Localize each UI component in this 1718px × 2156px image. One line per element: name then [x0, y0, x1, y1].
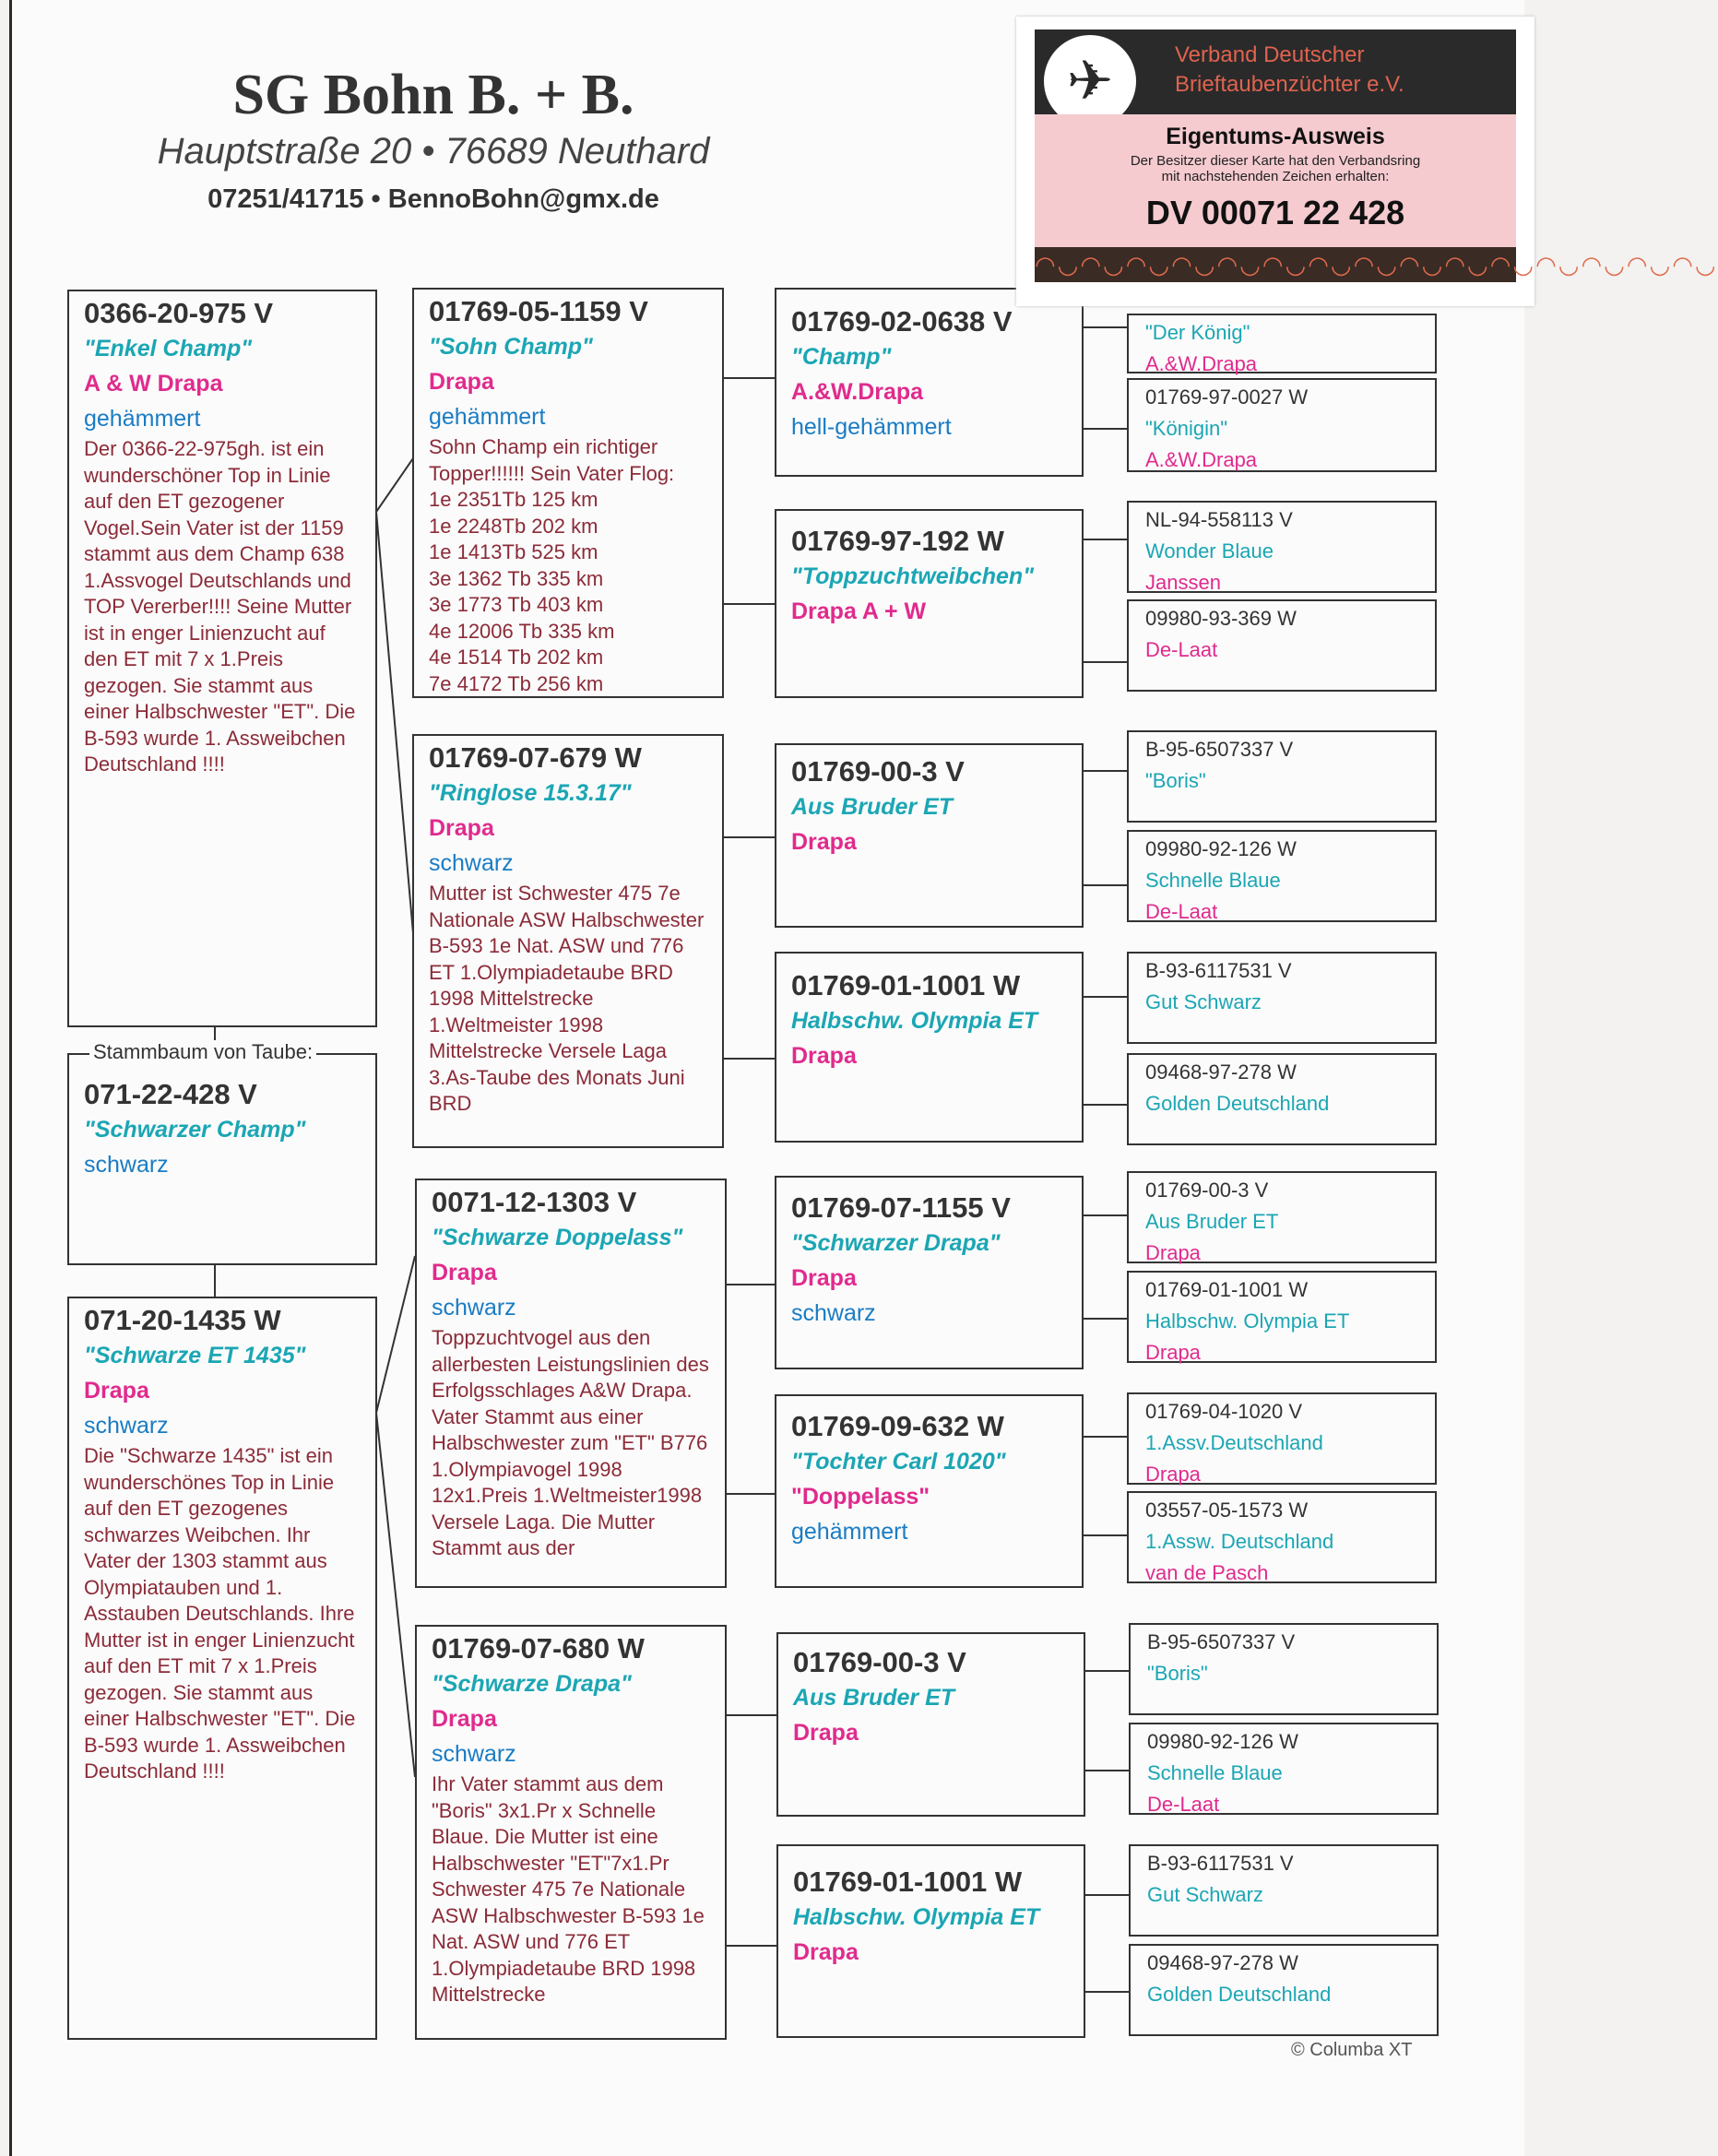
ancestor-strain: A.&W.Drapa — [791, 379, 924, 405]
ancestor-ring: 09980-93-369 W — [1145, 607, 1297, 630]
ancestor-ring: B-95-6507337 V — [1147, 1630, 1296, 1653]
grandparent-color: schwarz — [432, 1741, 516, 1767]
ancestor-strain: Drapa — [791, 829, 857, 855]
ancestor-ring: 01769-00-3 V — [1145, 1179, 1269, 1202]
ancestor-name: "Boris" — [1145, 769, 1206, 792]
ancestor-ring: 09468-97-278 W — [1147, 1951, 1298, 1974]
grandparent-description: Mutter ist Schwester 475 7e Nationale ASW Halbschwester B-593 1e Nat. ASW und 776 ET 1.Olympiadetaube BRD 1998 Mittelstrecke 1.Weltmeister 1998 Mittelstrecke Versele Laga 3.As-Taube des Monats Juni BRD — [429, 882, 705, 1115]
ancestor-name: Halbschw. Olympia ET — [793, 1904, 1040, 1930]
great-grandparent-card — [775, 1176, 1084, 1369]
father-description: Der 0366-22-975gh. ist ein wunderschöner Top in Linie auf den ET gezogener Vogel.Sein Vater ist der 1159 stammt aus dem Champ 638 1.Assvogel Deutschlands und TOP Vererber!!!! Seine Mutter ist in enger Linienzucht auf den ET mit 7 x 1.Preis gezogen. Sie stammt aus einer Halbschwester "ET". Die B-593 wurde 1. Assweibchen Deutschland !!!! — [84, 437, 356, 776]
flight-result: 1e 1413Tb 525 km — [429, 540, 598, 563]
ancestor-card — [1127, 1053, 1437, 1145]
grandparent-description: Sohn Champ ein richtiger Topper!!!!!! Sein Vater Flog: — [429, 435, 675, 485]
ancestor-card — [1127, 1491, 1437, 1583]
great-grandparent-card — [775, 1394, 1084, 1588]
ancestor-card — [1129, 1844, 1439, 1937]
ancestor-ring: NL-94-558113 V — [1145, 508, 1293, 531]
ancestor-name: "Der König" — [1145, 321, 1250, 344]
grandparent-ring: 0071-12-1303 V — [432, 1186, 637, 1218]
ancestor-name: 1.Assv.Deutschland — [1145, 1431, 1323, 1454]
grandparent-ring: 01769-07-680 W — [432, 1632, 645, 1664]
ancestor-ring: 01769-01-1001 W — [1145, 1278, 1309, 1301]
card-title: Eigentums-Ausweis — [1166, 124, 1385, 149]
ancestor-ring: 01769-97-192 W — [791, 525, 1004, 557]
ancestor-card — [1127, 830, 1437, 922]
ancestor-ring: 01769-07-1155 V — [791, 1191, 1011, 1224]
card-subtitle — [1035, 153, 1516, 184]
ancestor-strain: Drapa — [1145, 1241, 1201, 1264]
grandparent-card — [415, 1179, 727, 1588]
grandparent-ring: 01769-05-1159 V — [429, 295, 648, 327]
ancestor-strain: Janssen — [1145, 571, 1221, 594]
father-card — [67, 290, 377, 1027]
breeder-address: Hauptstraße 20 • 76689 Neuthard — [157, 131, 710, 172]
ancestor-name: "Schwarzer Drapa" — [791, 1230, 1001, 1256]
father-ring: 0366-20-975 V — [84, 297, 274, 329]
subject-name: "Schwarzer Champ" — [84, 1117, 306, 1143]
grandparent-name: "Schwarze Doppelass" — [432, 1225, 683, 1250]
mother-ring: 071-20-1435 W — [84, 1304, 281, 1336]
ancestor-name: Aus Bruder ET — [1145, 1210, 1279, 1233]
breeder-name: SG Bohn B. + B. — [232, 64, 634, 126]
ancestor-name: Wonder Blaue — [1145, 539, 1274, 563]
ancestor-card — [1127, 378, 1437, 472]
grandparent-strain: Drapa — [432, 1260, 497, 1285]
great-grandparent-card — [776, 1632, 1085, 1817]
grandparent-card — [412, 734, 724, 1148]
ancestor-strain: Drapa — [1145, 1463, 1201, 1486]
ancestor-ring: 01769-00-3 V — [793, 1646, 966, 1678]
flight-result: 1e 2248Tb 202 km — [429, 514, 598, 538]
ancestor-name: Golden Deutschland — [1145, 1092, 1330, 1115]
ancestor-card — [1127, 730, 1437, 823]
ancestor-ring: 01769-02-0638 V — [791, 305, 1013, 338]
ancestor-name: Aus Bruder ET — [791, 794, 954, 820]
ancestor-name: Gut Schwarz — [1147, 1883, 1263, 1906]
ancestor-ring: 09980-92-126 W — [1145, 837, 1297, 860]
ancestor-name: Halbschw. Olympia ET — [791, 1008, 1038, 1034]
grandparent-color: gehämmert — [429, 404, 546, 430]
ancestor-ring: 01769-00-3 V — [791, 755, 965, 788]
ancestor-ring: 09980-92-126 W — [1147, 1730, 1298, 1753]
grandparent-description: Toppzuchtvogel aus den allerbesten Leistungslinien des Erfolgsschlages A&W Drapa. Vater Stammt aus einer Halbschwester zum "ET" B776 1.Olympiavogel 1998 12x1.Preis 1.Weltmeister1998 Versele Laga. Die Mutter Stammt aus der — [432, 1326, 709, 1559]
card-decor-strip: ◠◡◠◡◠◡◠◡◠◡◠◡◠◡◠◡◠◡◠◡◠◡◠◡◠◡◠◡◠◡ — [1035, 247, 1516, 282]
ancestor-name: Halbschw. Olympia ET — [1145, 1309, 1350, 1333]
pedigree-label: Stammbaum von Taube: — [89, 1040, 316, 1064]
ancestor-name: Gut Schwarz — [1145, 990, 1262, 1013]
flight-result: 4e 12006 Tb 335 km — [429, 619, 615, 643]
mother-card — [67, 1297, 377, 2040]
subject-color: schwarz — [84, 1152, 169, 1178]
card-subtitle-line: mit nachstehenden Zeichen erhalten: — [1161, 169, 1390, 184]
ancestor-ring: 09468-97-278 W — [1145, 1060, 1297, 1084]
grandparent-strain: Drapa — [429, 815, 494, 841]
ancestor-strain: Drapa — [793, 1939, 859, 1965]
ancestor-ring: 01769-04-1020 V — [1145, 1400, 1303, 1423]
great-grandparent-card — [775, 743, 1084, 928]
grandparent-name: "Schwarze Drapa" — [432, 1671, 632, 1697]
ancestor-strain: De-Laat — [1145, 638, 1218, 661]
ancestor-name: Aus Bruder ET — [793, 1685, 955, 1711]
ancestor-strain: A.&W.Drapa — [1145, 448, 1258, 471]
pigeon-icon: ✈ — [1042, 33, 1138, 129]
flight-result: 7e 4172 Tb 256 km — [429, 671, 604, 695]
ancestor-name: "Tochter Carl 1020" — [791, 1449, 1006, 1475]
ancestor-name: "Königin" — [1145, 417, 1228, 440]
ancestor-name: Schnelle Blaue — [1147, 1761, 1283, 1784]
grandparent-color: schwarz — [432, 1295, 516, 1321]
ancestor-card — [1129, 1944, 1439, 2036]
ancestor-ring: B-93-6117531 V — [1147, 1852, 1294, 1875]
ancestor-card — [1129, 1623, 1439, 1715]
grandparent-strain: Drapa — [432, 1706, 497, 1732]
ancestor-name: Golden Deutschland — [1147, 1983, 1332, 2006]
grandparent-color: schwarz — [429, 850, 514, 876]
grandparent-strain: Drapa — [429, 369, 494, 395]
flight-result: 1e 2351Tb 125 km — [429, 488, 598, 511]
flight-result: 3e 1773 Tb 403 km — [429, 593, 604, 616]
ancestor-card — [1127, 599, 1437, 692]
ring-number: DV 00071 22 428 — [1145, 194, 1405, 231]
ancestor-card — [1127, 1392, 1437, 1485]
ancestor-color: schwarz — [791, 1300, 876, 1326]
mother-name: "Schwarze ET 1435" — [84, 1343, 306, 1368]
ancestor-ring: B-93-6117531 V — [1145, 959, 1292, 982]
ancestor-strain: Drapa — [1145, 1341, 1201, 1364]
ancestor-name: "Toppzuchtweibchen" — [791, 563, 1035, 589]
ancestor-name: "Boris" — [1147, 1662, 1208, 1685]
ancestor-name: Schnelle Blaue — [1145, 869, 1281, 892]
ancestor-card — [1127, 1171, 1437, 1263]
ancestor-strain: van de Pasch — [1145, 1561, 1269, 1584]
ancestor-card — [1129, 1723, 1439, 1815]
grandparent-description: Ihr Vater stammt aus dem "Boris" 3x1.Pr x Schnelle Blaue. Die Mutter ist eine Halbschwester "ET"7x1.Pr Schwester 475 7e Nationale ASW Halbschwester B-593 1e Nat. ASW und 776 ET 1.Olympiadetaube BRD 1998 Mittelstrecke — [432, 1772, 705, 2006]
ancestor-name: "Champ" — [791, 344, 892, 370]
card-organization — [1175, 41, 1507, 100]
ancestor-ring: 03557-05-1573 W — [1145, 1499, 1309, 1522]
ancestor-card — [1127, 501, 1437, 593]
org-line: Verband Deutscher — [1175, 42, 1365, 67]
grandparent-name: "Ringlose 15.3.17" — [429, 780, 632, 806]
father-name: "Enkel Champ" — [84, 336, 253, 361]
ancestor-name: 1.Assw. Deutschland — [1145, 1530, 1334, 1553]
ancestor-color: hell-gehämmert — [791, 414, 952, 440]
mother-description: Die "Schwarze 1435" ist ein wunderschönes Top in Linie auf den ET gezogenes schwarzes Weibchen. Ihr Vater der 1303 stammt aus Olympiatauben und 1. Asstauben Deutschlands. Ihre Mutter ist in enger Linienzucht auf den ET mit 7 x 1.Preis gezogen. Sie stammt aus einer Halbschwester "ET". Die B-593 wurde 1. Assweibchen Deutschland !!!! — [84, 1444, 356, 1783]
ancestor-strain: Drapa — [793, 1720, 859, 1746]
father-color: gehämmert — [84, 406, 201, 432]
copyright: © Columba XT — [1291, 2040, 1413, 2060]
org-line: Brieftaubenzüchter e.V. — [1175, 72, 1404, 97]
ancestor-card — [1127, 1271, 1437, 1363]
ancestor-strain: Drapa A + W — [791, 598, 927, 624]
ancestor-strain: De-Laat — [1147, 1793, 1220, 1816]
ancestor-color: gehämmert — [791, 1519, 908, 1545]
ancestor-ring: 01769-09-632 W — [791, 1410, 1004, 1442]
great-grandparent-card — [775, 509, 1084, 698]
ancestor-strain: De-Laat — [1145, 900, 1218, 923]
ancestor-card — [1127, 314, 1437, 373]
mother-strain: Drapa — [84, 1378, 149, 1404]
mother-color: schwarz — [84, 1413, 169, 1439]
ancestor-strain: A.&W.Drapa — [1145, 352, 1258, 375]
ancestor-ring: B-95-6507337 V — [1145, 738, 1294, 761]
great-grandparent-card — [775, 288, 1084, 477]
ancestor-ring: 01769-01-1001 W — [791, 969, 1021, 1001]
ancestor-ring: 01769-01-1001 W — [793, 1866, 1023, 1898]
ownership-card — [1016, 17, 1718, 306]
ancestor-card — [1127, 952, 1437, 1044]
flight-result: 3e 1362 Tb 335 km — [429, 566, 604, 590]
card-subtitle-line: Der Besitzer dieser Karte hat den Verbandsring — [1130, 153, 1421, 169]
great-grandparent-card — [775, 952, 1084, 1143]
ancestor-strain: Drapa — [791, 1265, 857, 1291]
ancestor-strain: Drapa — [791, 1043, 857, 1069]
flight-result: 4e 1514 Tb 202 km — [429, 646, 604, 669]
father-strain: A & W Drapa — [84, 371, 223, 397]
ancestor-strain: "Doppelass" — [791, 1484, 930, 1510]
great-grandparent-card — [776, 1844, 1085, 2038]
breeder-contact: 07251/41715 • BennoBohn@gmx.de — [207, 184, 659, 214]
grandparent-card — [415, 1625, 727, 2040]
grandparent-name: "Sohn Champ" — [429, 334, 593, 360]
grandparent-card — [412, 288, 724, 698]
ancestor-ring: 01769-97-0027 W — [1145, 385, 1309, 409]
subject-ring: 071-22-428 V — [84, 1078, 257, 1110]
subject-card — [67, 1053, 377, 1265]
grandparent-ring: 01769-07-679 W — [429, 741, 642, 774]
